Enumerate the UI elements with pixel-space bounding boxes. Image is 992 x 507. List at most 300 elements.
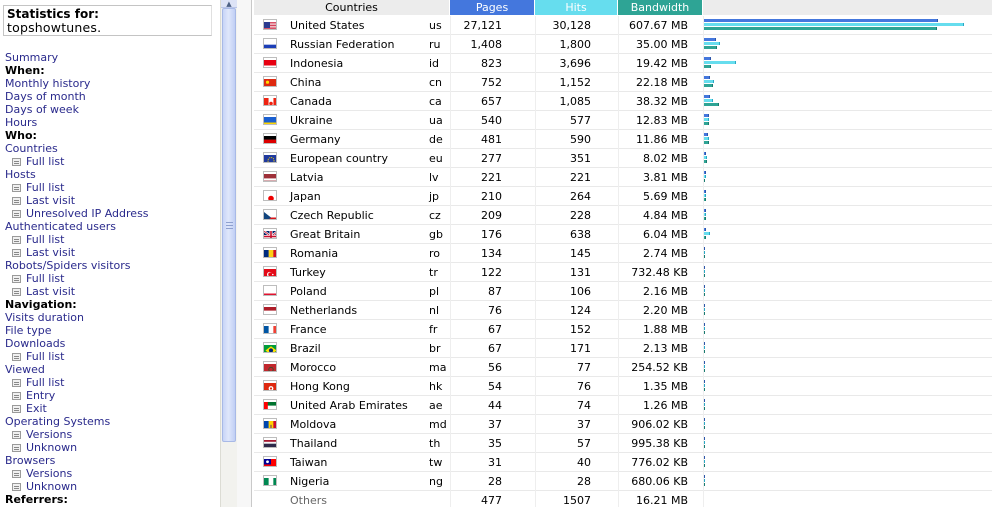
table-row	[254, 472, 992, 491]
nav-label: Browsers	[5, 454, 56, 467]
hits-value: 221	[535, 168, 591, 187]
hits-value: 77	[535, 358, 591, 377]
hits-bar	[704, 441, 705, 444]
bandwidth-bar	[704, 293, 705, 296]
country-code: ae	[429, 399, 443, 412]
pages-value: 277	[450, 149, 502, 168]
bar-graph	[703, 187, 992, 206]
country-code: fr	[429, 323, 438, 336]
nav-link-unknown[interactable]	[5, 480, 219, 493]
hits-bar	[704, 327, 705, 330]
pages-bar	[704, 209, 706, 212]
country-name: United States	[290, 19, 365, 32]
hits-value: 1,152	[535, 73, 591, 92]
hits-value: 264	[535, 187, 591, 206]
bandwidth-bar	[704, 426, 705, 429]
pages-bar	[704, 19, 938, 22]
pages-bar	[704, 361, 705, 364]
bandwidth-bar	[704, 84, 713, 87]
country-name: Netherlands	[290, 304, 358, 317]
hits-value: 57	[535, 434, 591, 453]
hits-value: 1507	[535, 491, 591, 507]
country-code: ua	[429, 114, 443, 127]
pages-bar	[704, 38, 716, 41]
bar-graph	[703, 206, 992, 225]
country-name: Nigeria	[290, 475, 330, 488]
table-row	[254, 434, 992, 453]
bandwidth-bar	[704, 179, 705, 182]
bar-graph	[703, 73, 992, 92]
nav-link-days-of-week[interactable]	[5, 103, 219, 116]
nav-section-referrers	[5, 493, 219, 506]
bandwidth-bar	[704, 407, 705, 410]
frame-separator[interactable]	[237, 0, 252, 507]
bandwidth-bar	[704, 198, 706, 201]
pages-value: 209	[450, 206, 502, 225]
bar-graph	[703, 111, 992, 130]
country-code: id	[429, 57, 440, 70]
bandwidth-bar	[704, 388, 705, 391]
hits-bar	[704, 384, 705, 387]
pages-value: 27,121	[450, 16, 502, 35]
th-flag-icon	[263, 437, 277, 448]
pages-bar	[704, 456, 705, 459]
pages-bar	[704, 437, 705, 440]
nav-label: Versions	[26, 467, 73, 480]
country-code: ca	[429, 95, 442, 108]
hits-bar	[704, 403, 705, 406]
scroll-thumb[interactable]	[222, 8, 236, 442]
bar-graph	[703, 320, 992, 339]
bar-graph	[703, 358, 992, 377]
others-label: Others	[290, 494, 327, 507]
bandwidth-bar	[704, 236, 706, 239]
nav-label: Versions	[26, 428, 73, 441]
hits-bar	[704, 308, 705, 311]
nav-label: Viewed	[5, 363, 45, 376]
table-row	[254, 168, 992, 187]
bandwidth-value: 732.48 KB	[618, 263, 688, 282]
list-icon	[12, 353, 21, 361]
hits-bar	[704, 422, 705, 425]
statistics-box	[3, 5, 212, 36]
table-row	[254, 130, 992, 149]
table-row	[254, 149, 992, 168]
nav-link-summary[interactable]	[5, 51, 219, 64]
nav-link-file-type[interactable]	[5, 324, 219, 337]
nl-flag-icon	[263, 304, 277, 315]
hk-flag-icon	[263, 380, 277, 391]
nav-section-when	[5, 64, 219, 77]
de-flag-icon	[263, 133, 277, 144]
pages-value: 221	[450, 168, 502, 187]
country-name: Brazil	[290, 342, 321, 355]
country-name: United Arab Emirates	[290, 399, 408, 412]
nav-menu	[5, 51, 219, 506]
hits-bar	[704, 194, 706, 197]
hits-value: 1,800	[535, 35, 591, 54]
list-icon	[12, 275, 21, 283]
bar-graph	[703, 149, 992, 168]
ca-flag-icon	[263, 95, 277, 106]
bar-graph	[703, 396, 992, 415]
hits-value: 638	[535, 225, 591, 244]
hits-bar	[704, 270, 705, 273]
country-name: Thailand	[290, 437, 338, 450]
nav-link-robots-spiders-visitors[interactable]	[5, 259, 219, 272]
nav-scrollbar[interactable]	[220, 0, 237, 507]
list-icon	[12, 483, 21, 491]
bandwidth-value: 4.84 MB	[618, 206, 688, 225]
country-code: th	[429, 437, 441, 450]
header-countries: Countries	[254, 0, 449, 15]
table-row	[254, 54, 992, 73]
bandwidth-bar	[704, 103, 719, 106]
nav-link-operating-systems[interactable]	[5, 415, 219, 428]
nav-label: Last visit	[26, 246, 76, 259]
bandwidth-bar	[704, 160, 707, 163]
nav-link-full-list[interactable]	[5, 350, 219, 363]
pages-value: 540	[450, 111, 502, 130]
nav-label: When:	[5, 64, 45, 77]
nav-link-hours[interactable]	[5, 116, 219, 129]
nav-link-viewed[interactable]	[5, 363, 219, 376]
pages-value: 76	[450, 301, 502, 320]
nav-label: Full list	[26, 181, 65, 194]
bar-graph	[703, 54, 992, 73]
bar-graph	[703, 491, 992, 507]
country-code: nl	[429, 304, 440, 317]
nav-label: Countries	[5, 142, 58, 155]
pages-value: 210	[450, 187, 502, 206]
statistics-label: Statistics for:	[7, 7, 99, 21]
table-row	[254, 244, 992, 263]
bandwidth-value: 22.18 MB	[618, 73, 688, 92]
pages-value: 134	[450, 244, 502, 263]
country-code: ru	[429, 38, 441, 51]
hits-bar	[704, 175, 706, 178]
pages-bar	[704, 152, 706, 155]
pages-value: 87	[450, 282, 502, 301]
hits-bar	[704, 61, 736, 64]
tr-flag-icon	[263, 266, 277, 277]
bar-graph	[703, 35, 992, 54]
bandwidth-value: 776.02 KB	[618, 453, 688, 472]
country-code: cn	[429, 76, 443, 89]
bandwidth-bar	[704, 483, 705, 486]
nav-label: Unknown	[26, 441, 78, 454]
bandwidth-value: 16.21 MB	[618, 491, 688, 507]
list-icon	[12, 470, 21, 478]
bandwidth-value: 6.04 MB	[618, 225, 688, 244]
pages-bar	[704, 228, 706, 231]
list-icon	[12, 210, 21, 218]
nav-link-full-list[interactable]	[5, 155, 219, 168]
header-hits: Hits	[535, 0, 617, 15]
list-icon	[12, 379, 21, 387]
hits-value: 131	[535, 263, 591, 282]
bandwidth-value: 1.35 MB	[618, 377, 688, 396]
hits-bar	[704, 232, 710, 235]
pages-bar	[704, 95, 710, 98]
nav-link-days-of-month[interactable]	[5, 90, 219, 103]
cn-flag-icon	[263, 76, 277, 87]
bar-graph	[703, 434, 992, 453]
bandwidth-bar	[704, 217, 706, 220]
bar-graph	[703, 339, 992, 358]
bandwidth-bar	[704, 46, 717, 49]
nav-link-exit[interactable]	[5, 402, 219, 415]
pages-bar	[704, 247, 705, 250]
country-code: eu	[429, 152, 443, 165]
nav-section-navigation	[5, 298, 219, 311]
table-row	[254, 16, 992, 35]
header-pages: Pages	[450, 0, 534, 15]
nav-label: Full list	[26, 376, 65, 389]
pages-value: 37	[450, 415, 502, 434]
hits-bar	[704, 137, 709, 140]
hits-bar	[704, 479, 705, 482]
country-code: us	[429, 19, 442, 32]
country-name: Ukraine	[290, 114, 333, 127]
table-row	[254, 73, 992, 92]
table-body	[254, 16, 992, 507]
pages-bar	[704, 323, 705, 326]
nav-link-full-list[interactable]	[5, 272, 219, 285]
others-row	[254, 491, 992, 507]
bandwidth-value: 607.67 MB	[618, 16, 688, 35]
country-code: ma	[429, 361, 447, 374]
nav-label: File type	[5, 324, 52, 337]
bandwidth-bar	[704, 122, 709, 125]
list-icon	[12, 288, 21, 296]
nav-label: Navigation:	[5, 298, 77, 311]
country-code: tr	[429, 266, 438, 279]
bar-graph	[703, 415, 992, 434]
nav-label: Operating Systems	[5, 415, 111, 428]
pages-bar	[704, 380, 705, 383]
id-flag-icon	[263, 57, 277, 68]
country-name: Canada	[290, 95, 332, 108]
list-icon	[12, 444, 21, 452]
ng-flag-icon	[263, 475, 277, 486]
table-row	[254, 301, 992, 320]
nav-label: Authenticated users	[5, 220, 116, 233]
scroll-grip-icon	[226, 222, 233, 229]
hits-value: 30,128	[535, 16, 591, 35]
nav-link-authenticated-users[interactable]	[5, 220, 219, 233]
bandwidth-bar	[704, 65, 711, 68]
country-name: Germany	[290, 133, 341, 146]
nav-link-full-list[interactable]	[5, 181, 219, 194]
pages-value: 56	[450, 358, 502, 377]
pages-bar	[704, 171, 706, 174]
country-code: jp	[429, 190, 440, 203]
list-icon	[12, 158, 21, 166]
country-name: Indonesia	[290, 57, 344, 70]
hits-value: 228	[535, 206, 591, 225]
nav-link-versions[interactable]	[5, 467, 219, 480]
table-row	[254, 453, 992, 472]
hits-value: 106	[535, 282, 591, 301]
country-code: md	[429, 418, 447, 431]
bandwidth-value: 38.32 MB	[618, 92, 688, 111]
us-flag-icon	[263, 19, 277, 30]
country-name: Romania	[290, 247, 339, 260]
country-name: Great Britain	[290, 228, 361, 241]
list-icon	[12, 184, 21, 192]
bandwidth-value: 8.02 MB	[618, 149, 688, 168]
country-code: hk	[429, 380, 443, 393]
country-name: Taiwan	[290, 456, 328, 469]
gb-flag-icon	[263, 228, 277, 239]
fr-flag-icon	[263, 323, 277, 334]
pages-value: 54	[450, 377, 502, 396]
tw-flag-icon	[263, 456, 277, 467]
nav-link-unknown[interactable]	[5, 441, 219, 454]
lv-flag-icon	[263, 171, 277, 182]
nav-label: Full list	[26, 233, 65, 246]
pages-bar	[704, 266, 705, 269]
hits-bar	[704, 365, 705, 368]
bar-graph	[703, 130, 992, 149]
site-name: topshowtunes.	[7, 20, 102, 35]
hits-value: 171	[535, 339, 591, 358]
hits-value: 74	[535, 396, 591, 415]
bar-graph	[703, 282, 992, 301]
country-code: lv	[429, 171, 439, 184]
nav-label: Last visit	[26, 194, 76, 207]
pages-value: 657	[450, 92, 502, 111]
country-code: br	[429, 342, 441, 355]
nav-label: Referrers:	[5, 493, 68, 506]
bar-graph	[703, 472, 992, 491]
bandwidth-bar	[704, 350, 705, 353]
nav-label: Visits duration	[5, 311, 84, 324]
hits-value: 3,696	[535, 54, 591, 73]
table-row	[254, 320, 992, 339]
nav-label: Summary	[5, 51, 59, 64]
table-row	[254, 111, 992, 130]
country-code: ro	[429, 247, 441, 260]
scroll-up-arrow-icon[interactable]: ▲	[221, 0, 237, 8]
nav-label: Unknown	[26, 480, 78, 493]
hits-bar	[704, 213, 706, 216]
bar-graph	[703, 377, 992, 396]
pages-value: 823	[450, 54, 502, 73]
hits-bar	[704, 156, 707, 159]
hits-bar	[704, 460, 705, 463]
country-name: Czech Republic	[290, 209, 374, 222]
nav-label: Hours	[5, 116, 38, 129]
nav-link-last-visit[interactable]	[5, 246, 219, 259]
country-name: Hong Kong	[290, 380, 350, 393]
country-name: European country	[290, 152, 388, 165]
nav-label: Days of month	[5, 90, 86, 103]
bandwidth-value: 2.16 MB	[618, 282, 688, 301]
table-row	[254, 282, 992, 301]
hits-value: 1,085	[535, 92, 591, 111]
nav-link-unresolved-ip-address[interactable]	[5, 207, 219, 220]
nav-label: Full list	[26, 350, 65, 363]
pages-bar	[704, 57, 711, 60]
pages-value: 752	[450, 73, 502, 92]
nav-label: Unresolved IP Address	[26, 207, 149, 220]
list-icon	[12, 431, 21, 439]
country-name: Japan	[290, 190, 321, 203]
nav-link-last-visit[interactable]	[5, 194, 219, 207]
header-graph	[703, 0, 992, 15]
country-code: ng	[429, 475, 443, 488]
list-icon	[12, 249, 21, 257]
bandwidth-bar	[704, 369, 705, 372]
nav-link-monthly-history[interactable]	[5, 77, 219, 90]
bar-graph	[703, 301, 992, 320]
bandwidth-value: 1.26 MB	[618, 396, 688, 415]
country-name: Latvia	[290, 171, 324, 184]
md-flag-icon	[263, 418, 277, 429]
bandwidth-value: 5.69 MB	[618, 187, 688, 206]
list-icon	[12, 392, 21, 400]
hits-bar	[704, 23, 964, 26]
nav-link-last-visit[interactable]	[5, 285, 219, 298]
nav-label: Robots/Spiders visitors	[5, 259, 131, 272]
nav-section-who	[5, 129, 219, 142]
nav-link-downloads[interactable]	[5, 337, 219, 350]
table-row	[254, 415, 992, 434]
pages-value: 35	[450, 434, 502, 453]
bandwidth-value: 906.02 KB	[618, 415, 688, 434]
bandwidth-value: 19.42 MB	[618, 54, 688, 73]
nav-link-hosts[interactable]	[5, 168, 219, 181]
nav-link-versions[interactable]	[5, 428, 219, 441]
bar-graph	[703, 168, 992, 187]
table-row	[254, 187, 992, 206]
nav-link-full-list[interactable]	[5, 376, 219, 389]
country-code: tw	[429, 456, 443, 469]
nav-link-entry[interactable]	[5, 389, 219, 402]
bandwidth-bar	[704, 331, 705, 334]
eu-flag-icon	[263, 152, 277, 163]
hits-value: 37	[535, 415, 591, 434]
bandwidth-bar	[704, 255, 705, 258]
nav-label: Full list	[26, 155, 65, 168]
bandwidth-bar	[704, 27, 937, 30]
br-flag-icon	[263, 342, 277, 353]
nav-link-browsers[interactable]	[5, 454, 219, 467]
bandwidth-value: 680.06 KB	[618, 472, 688, 491]
nav-link-visits-duration[interactable]	[5, 311, 219, 324]
country-name: Russian Federation	[290, 38, 395, 51]
bandwidth-bar	[704, 312, 705, 315]
pages-bar	[704, 475, 705, 478]
pages-value: 67	[450, 339, 502, 358]
nav-link-full-list[interactable]	[5, 233, 219, 246]
nav-label: Exit	[26, 402, 47, 415]
pages-value: 28	[450, 472, 502, 491]
nav-label: Last visit	[26, 285, 76, 298]
table-row	[254, 358, 992, 377]
pages-bar	[704, 304, 705, 307]
hits-value: 76	[535, 377, 591, 396]
nav-link-countries[interactable]	[5, 142, 219, 155]
nav-label: Monthly history	[5, 77, 91, 90]
pages-value: 176	[450, 225, 502, 244]
nav-label: Days of week	[5, 103, 79, 116]
table-row	[254, 35, 992, 54]
bar-graph	[703, 225, 992, 244]
ro-flag-icon	[263, 247, 277, 258]
